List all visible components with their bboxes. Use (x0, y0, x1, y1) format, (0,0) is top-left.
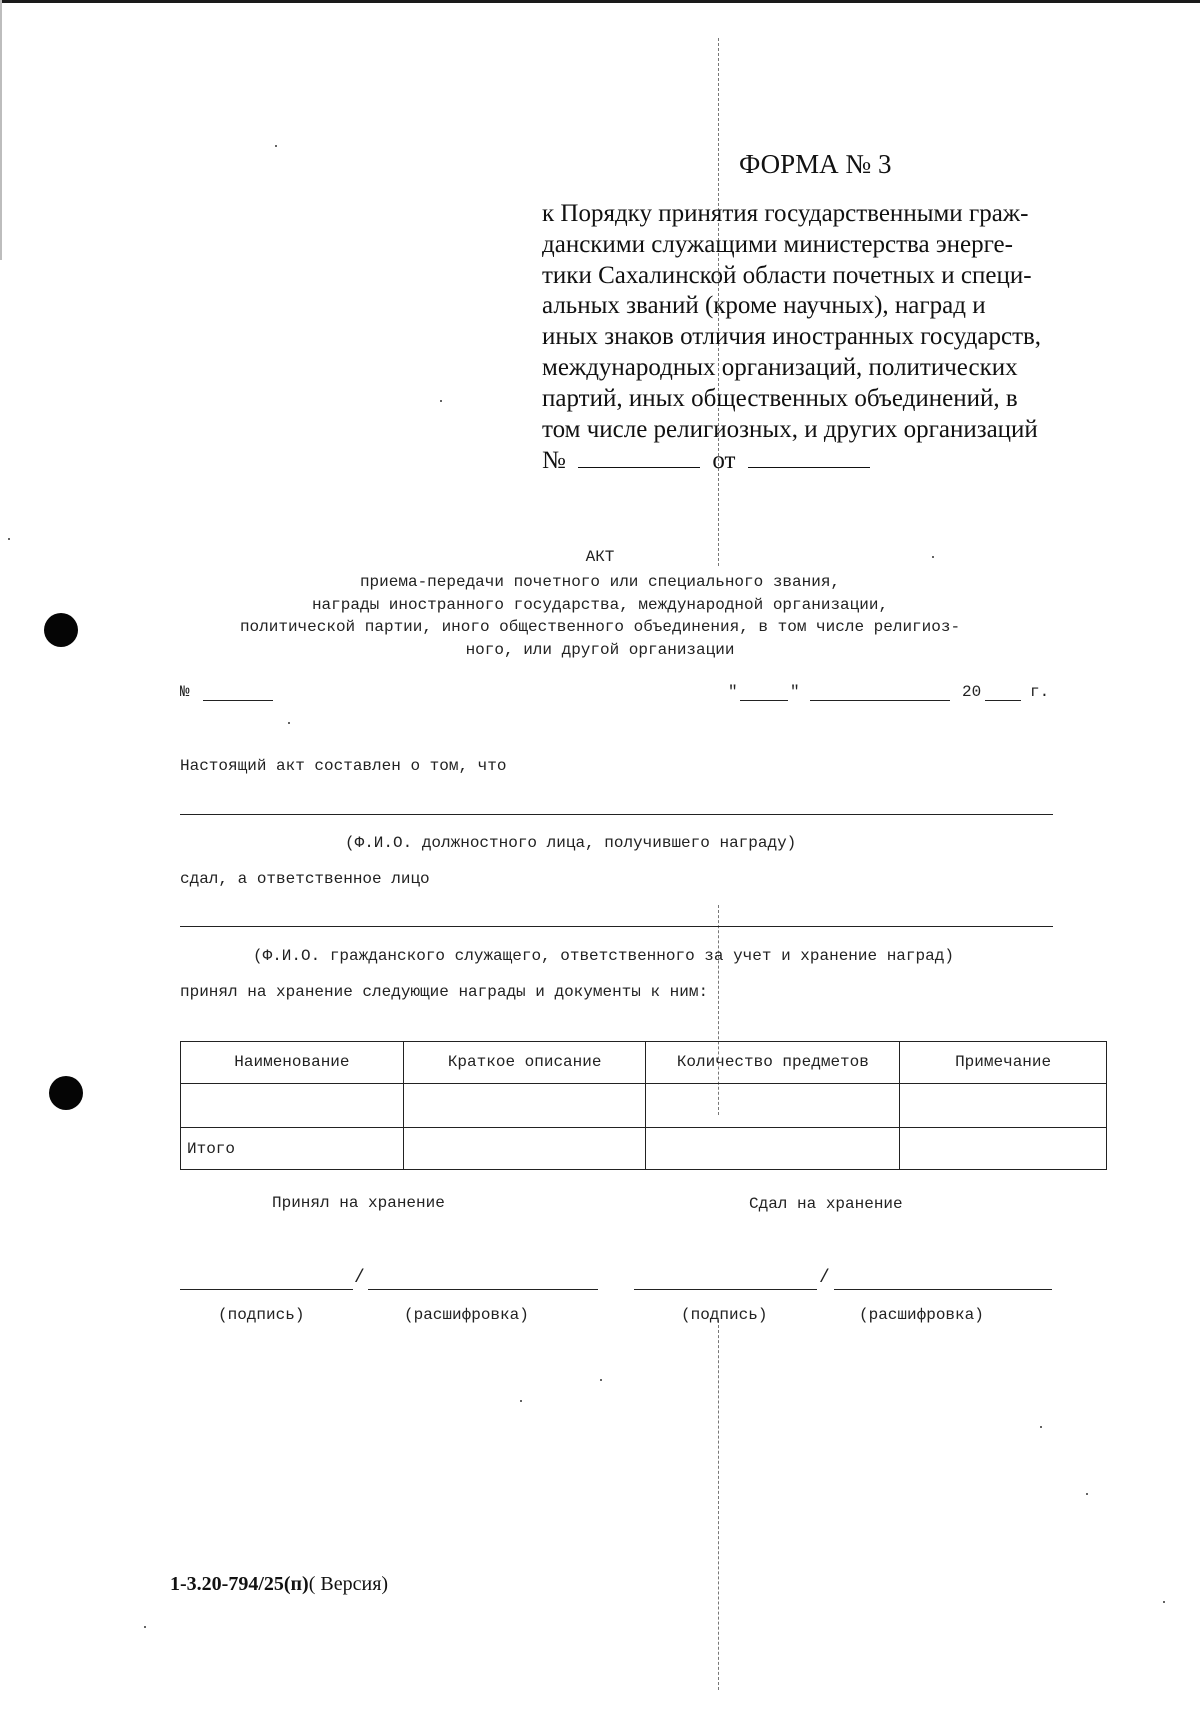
responsible-caption: (Ф.И.О. гражданского служащего, ответственного за учет и хранение наград) (253, 947, 954, 965)
awards-table (180, 1041, 1107, 1170)
table-cell[interactable] (403, 1083, 646, 1127)
column-header-description: Краткое описание (403, 1042, 646, 1084)
act-intro-text: Настоящий акт составлен о том, что (180, 757, 507, 775)
handed-text: сдал, а ответственное лицо (180, 870, 430, 888)
form-number-title: ФОРМА № 3 (739, 149, 892, 179)
table-header-row (181, 1042, 1107, 1084)
responsible-name-blank[interactable] (180, 926, 1053, 927)
number-sign: № (542, 447, 566, 475)
scan-speck (8, 538, 10, 540)
receiver-decoding-blank[interactable] (368, 1289, 598, 1290)
date-quote-open: " (728, 683, 738, 701)
reference-number-blank[interactable] (578, 445, 700, 468)
giver-decoding-caption: (расшифровка) (859, 1306, 984, 1324)
table-cell[interactable] (900, 1128, 1107, 1170)
reference-date-blank[interactable] (748, 445, 870, 468)
scan-top-border (0, 0, 1200, 3)
column-header-quantity: Количество предметов (646, 1042, 900, 1084)
scan-speck (275, 145, 277, 147)
act-subtitle-line: ного, или другой организации (465, 640, 735, 659)
table-row (181, 1083, 1107, 1127)
accepted-text: принял на хранение следующие награды и документы к ним: (180, 983, 709, 1001)
recipient-caption: (Ф.И.О. должностного лица, получившего награду) (345, 834, 797, 852)
act-subtitle-line: политической партии, иного общественного объединения, в том числе религиоз- (239, 618, 961, 636)
scan-speck (520, 1400, 522, 1402)
receiver-decoding-caption: (расшифровка) (404, 1306, 529, 1324)
table-cell[interactable] (646, 1128, 900, 1170)
giver-signature-caption: (подпись) (681, 1306, 768, 1324)
fold-line-lower (718, 1320, 719, 1690)
handed-label: Сдал на хранение (749, 1195, 903, 1213)
act-subtitle-line: награды иностранного государства, международной организации, (311, 595, 889, 614)
table-total-row (181, 1128, 1107, 1170)
year-prefix: 20 (962, 683, 982, 701)
receiver-signature-blank[interactable] (180, 1289, 353, 1290)
act-subtitle (130, 571, 1070, 661)
punch-hole-bottom (49, 1076, 83, 1110)
reference-line: альных званий (кроме научных), наград и (542, 292, 986, 320)
scan-speck (288, 722, 290, 724)
scan-speck (1040, 1426, 1042, 1428)
reference-line: к Порядку принятия государственными граж- (542, 200, 1029, 227)
table-cell[interactable] (646, 1083, 900, 1127)
scan-speck (1086, 1493, 1088, 1495)
from-word: от (712, 447, 736, 475)
table-cell[interactable] (181, 1083, 404, 1127)
table-cell[interactable] (900, 1083, 1107, 1127)
recipient-name-blank[interactable] (180, 814, 1053, 815)
regulation-reference (542, 199, 1102, 477)
scan-speck (600, 1379, 602, 1381)
giver-decoding-blank[interactable] (834, 1289, 1052, 1290)
reference-line: том числе религиозных, и других организаций (542, 415, 1038, 443)
receiver-signature-caption: (подпись) (218, 1306, 305, 1324)
document-code (170, 1573, 388, 1596)
document-code-number: 1-3.20-794/25(п) (170, 1573, 309, 1595)
receiver-slash: / (354, 1268, 365, 1288)
date-day-blank[interactable] (740, 700, 788, 701)
giver-slash: / (819, 1268, 830, 1288)
date-month-blank[interactable] (810, 700, 950, 701)
scan-speck (144, 1626, 146, 1628)
giver-signature-blank[interactable] (634, 1289, 817, 1290)
scan-left-edge (0, 0, 2, 260)
reference-line: данскими служащими министерства энерге- (542, 230, 1013, 258)
reference-line: тики Сахалинской области почетных и специ- (542, 261, 1032, 289)
column-header-note: Примечание (900, 1042, 1107, 1084)
total-label: Итого (181, 1128, 404, 1170)
date-quote-close: " (790, 683, 800, 701)
year-suffix: г. (1030, 683, 1050, 701)
date-year-blank[interactable] (985, 700, 1021, 701)
scan-speck (1163, 1601, 1165, 1603)
table-cell[interactable] (403, 1128, 646, 1170)
reference-line: международных организаций, политических (542, 353, 1018, 381)
act-number-blank[interactable] (203, 700, 273, 701)
document-version: ( Версия) (308, 1573, 389, 1595)
act-number-sign: № (180, 683, 190, 701)
reference-line: партий, иных общественных объединений, в (542, 384, 1018, 412)
act-title: АКТ (585, 548, 615, 566)
act-subtitle-line: приема-передачи почетного или специального звания, (359, 573, 841, 591)
scan-speck (440, 400, 442, 402)
column-header-name: Наименование (181, 1042, 404, 1084)
received-label: Принял на хранение (272, 1194, 445, 1212)
reference-line: иных знаков отличия иностранных государств, (542, 323, 1042, 351)
scan-speck (932, 556, 934, 558)
punch-hole-top (44, 613, 78, 647)
reference-number-line (542, 445, 1102, 477)
